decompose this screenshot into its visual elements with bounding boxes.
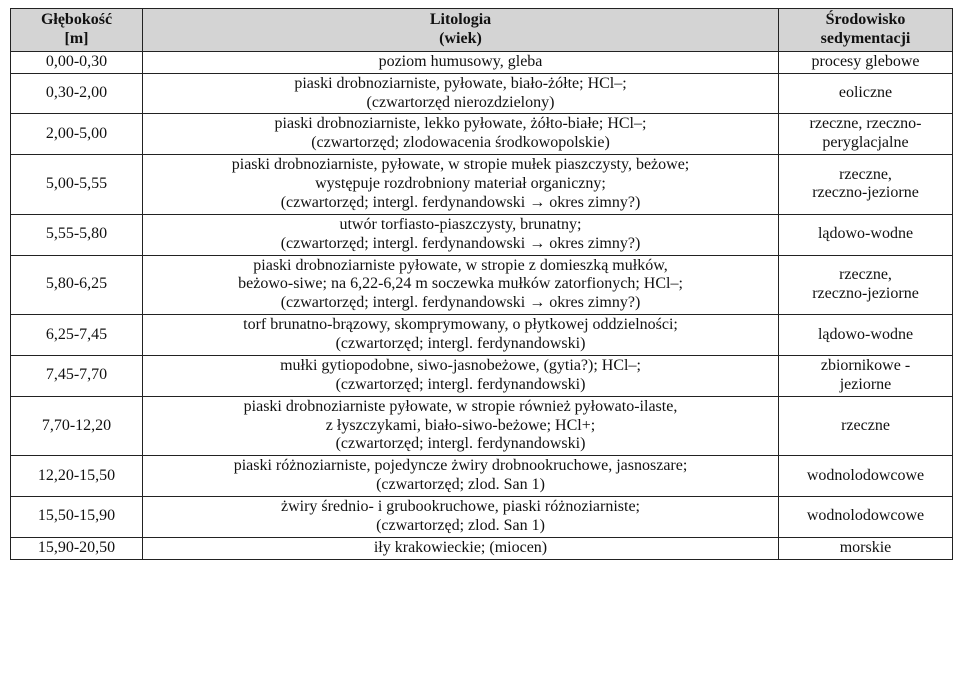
lithology-cell — [143, 73, 779, 114]
environment-line: rzeczne, — [839, 265, 892, 283]
header-row — [11, 9, 953, 52]
lithology-line: (czwartorzęd; intergl. ferdynandowski) — [335, 435, 586, 453]
header-depth-line-1: Głębokość — [40, 11, 113, 28]
environment-line: lądowo-wodne — [817, 225, 914, 243]
environment-cell — [779, 255, 953, 315]
header-environment-line-2: sedymentacji — [820, 29, 911, 47]
environment-line: morskie — [839, 538, 892, 556]
lithology-line: (czwartorzęd; zlodowacenia środkowopolskie) — [311, 134, 610, 152]
header-lithology-line-1: Litologia — [429, 11, 492, 28]
table-row — [11, 315, 953, 356]
table-row — [11, 396, 953, 456]
environment-cell — [779, 396, 953, 456]
table-body — [11, 51, 953, 559]
lithology-line: (czwartorzęd; intergl. ferdynandowski → okres zimny?) — [280, 193, 641, 211]
environment-line: lądowo-wodne — [817, 325, 914, 343]
environment-cell — [779, 155, 953, 215]
table-row — [11, 51, 953, 73]
lithology-line: utwór torfiasto-piaszczysty, brunatny; — [339, 215, 582, 233]
lithology-cell — [143, 315, 779, 356]
environment-cell — [779, 51, 953, 73]
environment-cell — [779, 355, 953, 396]
environment-cell — [779, 73, 953, 114]
environment-line: wodnolodowcowe — [806, 466, 925, 484]
depth-cell: 15,50-15,90 — [11, 497, 143, 538]
lithology-cell — [143, 537, 779, 559]
lithology-line: piaski drobnoziarniste, pyłowate, biało-żółte; HCl–; — [294, 74, 627, 92]
header-depth-line-2: [m] — [64, 29, 89, 47]
header-depth — [11, 9, 143, 52]
lithology-cell — [143, 355, 779, 396]
lithology-line: torf brunatno-brązowy, skomprymowany, o płytkowej oddzielności; — [243, 316, 678, 334]
environment-line: rzeczne, rzeczno- — [809, 115, 922, 133]
environment-line: rzeczno-jeziorne — [812, 184, 919, 202]
lithology-cell — [143, 456, 779, 497]
header-environment-line-1: Środowisko — [825, 11, 906, 28]
environment-line: rzeczne, — [839, 165, 892, 183]
header-environment — [779, 9, 953, 52]
table-header — [11, 9, 953, 52]
environment-line: jeziorne — [839, 375, 892, 393]
lithology-cell — [143, 114, 779, 155]
header-lithology — [143, 9, 779, 52]
lithology-line: żwiry średnio- i grubookruchowe, piaski różnoziarniste; — [280, 498, 640, 515]
lithology-line: iły krakowieckie; (miocen) — [373, 538, 548, 556]
lithology-line: (czwartorzęd; intergl. ferdynandowski → okres zimny?) — [280, 294, 641, 312]
depth-cell: 15,90-20,50 — [11, 537, 143, 559]
environment-line: rzeczno-jeziorne — [812, 284, 919, 302]
lithology-table-wrapper — [10, 8, 953, 560]
environment-line: eoliczne — [838, 84, 893, 102]
depth-cell: 12,20-15,50 — [11, 456, 143, 497]
lithology-line: piaski różnoziarniste, pojedyncze żwiry drobnookruchowe, jasnoszare; — [233, 457, 688, 475]
table-row — [11, 114, 953, 155]
environment-cell — [779, 315, 953, 356]
environment-line: rzeczne — [841, 416, 890, 434]
environment-cell — [779, 537, 953, 559]
table-row — [11, 155, 953, 215]
depth-cell: 6,25-7,45 — [11, 315, 143, 356]
environment-line: peryglacjalne — [822, 134, 909, 152]
depth-cell: 2,00-5,00 — [11, 114, 143, 155]
lithology-line: piaski drobnoziarniste, lekko pyłowate, żółto-białe; HCl–; — [274, 115, 647, 133]
table-row — [11, 214, 953, 255]
lithology-cell — [143, 155, 779, 215]
lithology-line: (czwartorzęd; intergl. ferdynandowski) — [335, 375, 586, 393]
table-row — [11, 537, 953, 559]
lithology-line: piaski drobnoziarniste pyłowate, w stropie również pyłowato-ilaste, — [243, 397, 678, 415]
table-row — [11, 456, 953, 497]
header-lithology-line-2: (wiek) — [439, 29, 482, 47]
environment-cell — [779, 497, 953, 538]
lithology-cell — [143, 255, 779, 315]
lithology-cell — [143, 396, 779, 456]
lithology-cell — [143, 214, 779, 255]
depth-cell: 5,80-6,25 — [11, 255, 143, 315]
table-row — [11, 73, 953, 114]
lithology-table — [10, 8, 953, 560]
environment-line: zbiornikowe - — [820, 356, 911, 374]
environment-cell — [779, 214, 953, 255]
depth-cell: 0,00-0,30 — [11, 51, 143, 73]
lithology-line: (czwartorzęd; zlod. San 1) — [376, 476, 545, 494]
depth-cell: 7,70-12,20 — [11, 396, 143, 456]
lithology-line: mułki gytiopodobne, siwo-jasnobeżowe, (gytia?); HCl–; — [280, 356, 641, 374]
lithology-line: występuje rozdrobniony materiał organiczny; — [315, 175, 606, 192]
lithology-line: (czwartorzęd; intergl. ferdynandowski → okres zimny?) — [280, 234, 641, 252]
environment-cell — [779, 456, 953, 497]
lithology-line: piaski drobnoziarniste pyłowate, w stropie z domieszką mułków, — [253, 256, 668, 274]
lithology-cell — [143, 497, 779, 538]
lithology-line: piaski drobnoziarniste, pyłowate, w stropie mułek piaszczysty, beżowe; — [231, 156, 690, 174]
depth-cell: 7,45-7,70 — [11, 355, 143, 396]
depth-cell: 0,30-2,00 — [11, 73, 143, 114]
table-row — [11, 497, 953, 538]
depth-cell: 5,00-5,55 — [11, 155, 143, 215]
environment-line: procesy glebowe — [811, 52, 920, 70]
environment-cell — [779, 114, 953, 155]
lithology-line: (czwartorzęd nierozdzielony) — [366, 93, 555, 111]
lithology-line: (czwartorzęd; zlod. San 1) — [376, 516, 545, 534]
table-row — [11, 255, 953, 315]
depth-cell: 5,55-5,80 — [11, 214, 143, 255]
table-row — [11, 355, 953, 396]
lithology-line: beżowo-siwe; na 6,22-6,24 m soczewka mułków zatorfionych; HCl–; — [238, 275, 683, 293]
lithology-line: (czwartorzęd; intergl. ferdynandowski) — [335, 335, 586, 352]
environment-line: wodnolodowcowe — [806, 507, 925, 525]
lithology-line: poziom humusowy, gleba — [378, 52, 543, 70]
lithology-line: z łyszczykami, biało-siwo-beżowe; HCl+; — [325, 416, 596, 434]
lithology-cell — [143, 51, 779, 73]
